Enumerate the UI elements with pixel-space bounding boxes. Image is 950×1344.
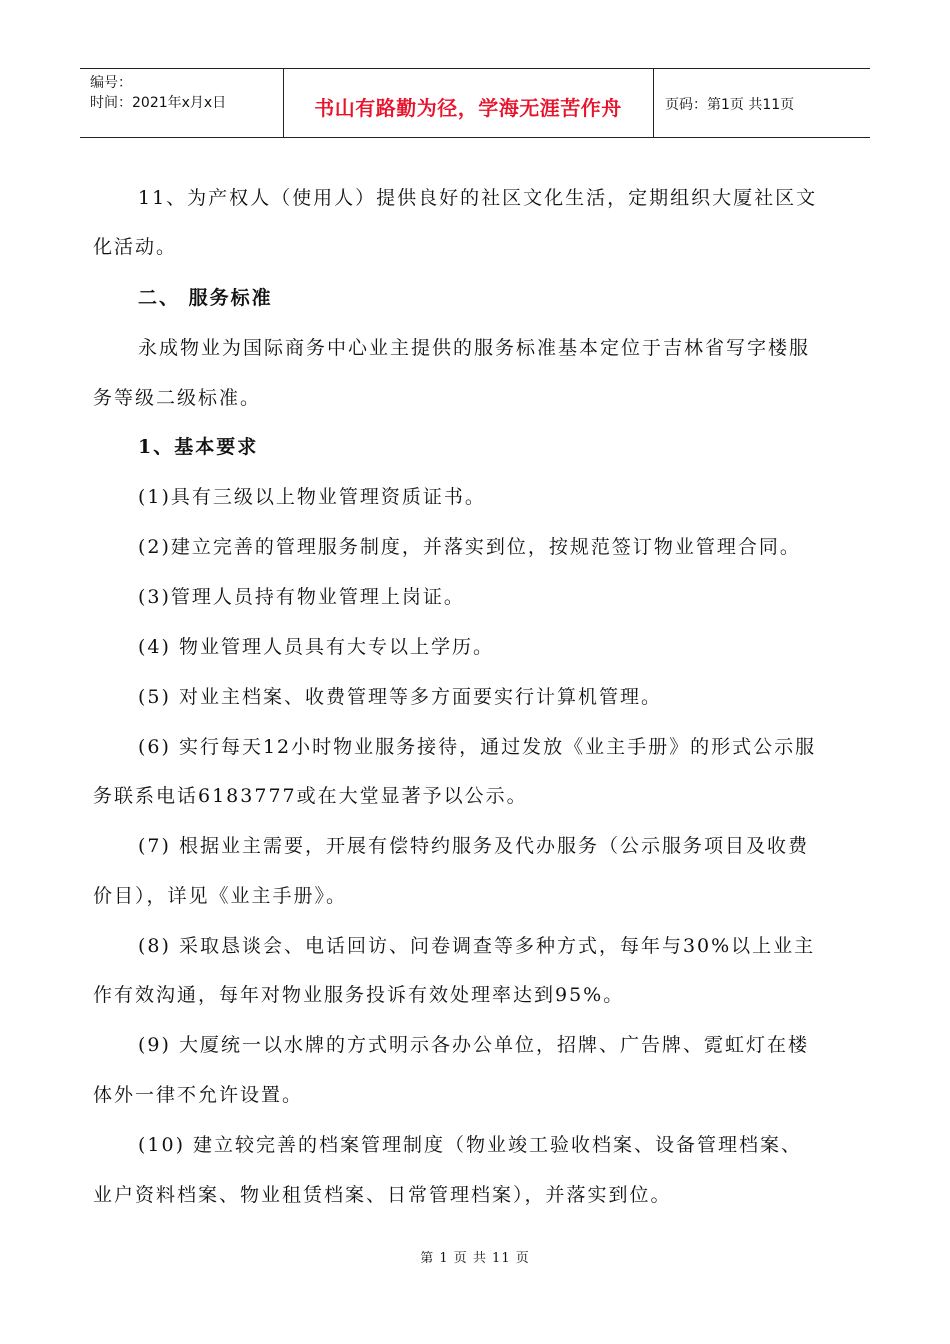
header-center-cell [283,69,654,137]
paragraph-line: 务等级二级标准。 [93,387,262,409]
paragraph-line: 11、为产权人（使用人）提供良好的社区文化生活，定期组织大厦社区文 [138,187,818,209]
list-item-continuation: 务联系电话6183777或在大堂显著予以公示。 [93,785,528,807]
list-item: (10) 建立较完善的档案管理制度（物业竣工验收档案、设备管理档案、 [138,1134,803,1156]
list-item: (9) 大厦统一以水牌的方式明示各办公单位，招牌、广告牌、霓虹灯在楼 [138,1034,809,1056]
list-item: (8) 采取恳谈会、电话回访、问卷调查等多种方式，每年与30%以上业主 [138,935,816,957]
header-left-cell [80,69,284,137]
header-right-cell [655,69,870,137]
page-footer: 第 1 页 共 11 页 [420,1251,530,1266]
list-item-continuation: 作有效沟通，每年对物业服务投诉有效处理率达到95%。 [93,984,625,1006]
list-item: (5) 对业主档案、收费管理等多方面要实行计算机管理。 [138,686,662,708]
paragraph-line: 永成物业为国际商务中心业主提供的服务标准基本定位于吉林省写字楼服 [138,337,811,359]
header-motto: 书山有路勤为径，学海无涯苦作舟 [314,96,622,120]
section-heading: 二、 服务标准 [138,287,273,309]
subsection-heading: 1、基本要求 [138,436,259,458]
list-item: (2)建立完善的管理服务制度，并落实到位，按规范签订物业管理合同。 [138,536,801,558]
doc-date-label: 时间：2021年x月x日 [90,95,227,111]
list-item: (7) 根据业主需要，开展有偿特约服务及代办服务（公示服务项目及收费 [138,835,809,857]
list-item: (4) 物业管理人员具有大专以上学历。 [138,636,494,658]
list-item-continuation: 价目），详见《业主手册》。 [93,885,348,907]
header-page-info: 页码：第1页 共11页 [665,97,795,113]
list-item: (3)管理人员持有物业管理上岗证。 [138,586,465,608]
doc-code-label: 编号： [90,75,132,91]
list-item: (6) 实行每天12小时物业服务接待，通过发放《业主手册》的形式公示服 [138,736,817,758]
list-item: (1)具有三级以上物业管理资质证书。 [138,486,486,508]
paragraph-line: 化活动。 [93,236,178,258]
list-item-continuation: 体外一律不允许设置。 [93,1084,304,1106]
header-table [80,68,870,138]
list-item-continuation: 业户资料档案、物业租赁档案、日常管理档案），并落实到位。 [93,1184,672,1206]
